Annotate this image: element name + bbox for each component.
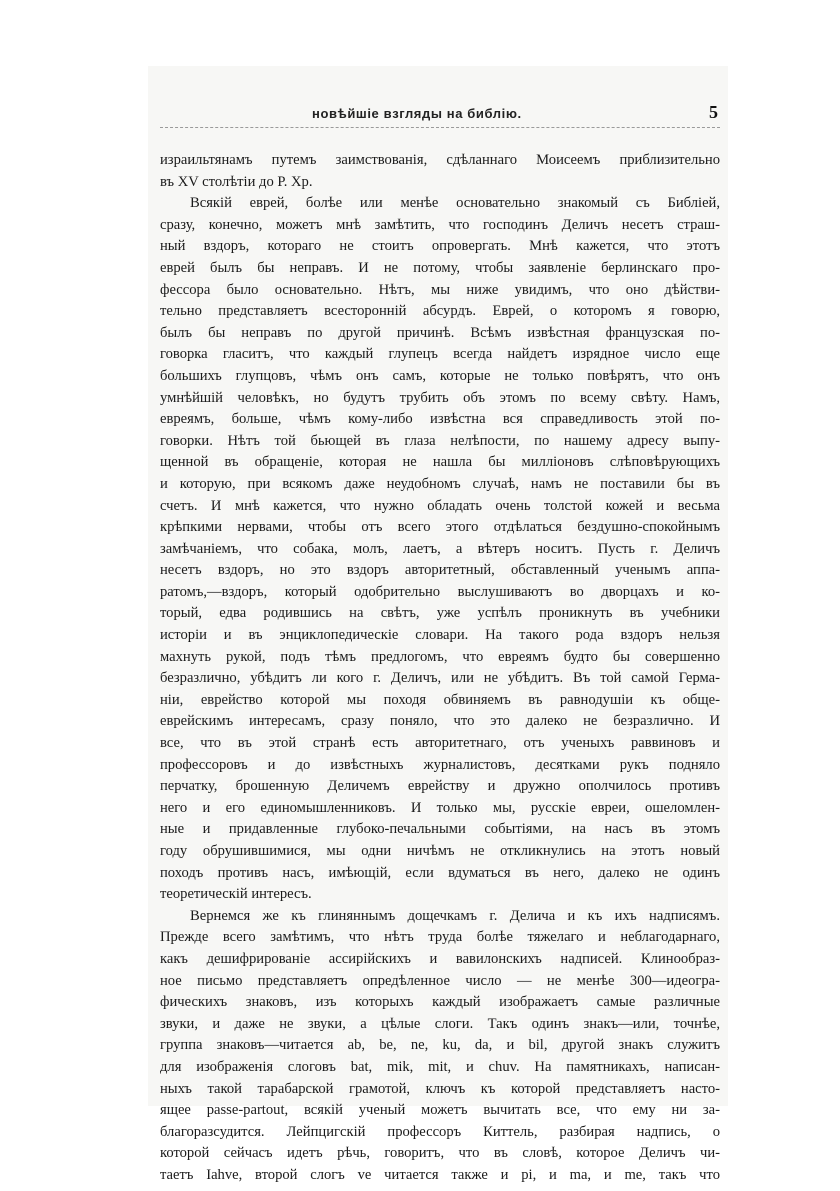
text-line: для изображенія слоговъ bat, mik, mit, и chuv. На памятникахъ, написан-	[160, 1058, 720, 1075]
text-line: еврей былъ бы неправъ. И не потому, чтобы заявленіе берлинскаго про-	[160, 259, 720, 276]
text-line: Всякій еврей, болѣе или менѣе основательно знакомый съ Библіей,	[190, 195, 720, 212]
text-line: несетъ вздоръ, но это вздоръ авторитетный, обставленный ученымъ аппа-	[160, 562, 720, 579]
text-line: крѣпкими нервами, чтобы отъ всего этого отдѣлаться бездушно-спокойнымъ	[160, 519, 720, 536]
text-line: торый, едва родившись на свѣтъ, уже успѣлъ проникнуть въ учебники	[160, 605, 720, 622]
text-line: щенной въ обращеніе, которая не нашла бы милліоновъ слѣповѣрующихъ	[160, 454, 720, 471]
text-line: евреямъ, больше, чѣмъ кому-либо извѣстна вся справедливость этой по-	[160, 411, 720, 428]
text-line: группа знаковъ—читается ab, be, ne, ku, da, и bil, другой знакъ служитъ	[160, 1037, 720, 1054]
text-line: исторіи и въ энциклопедическіе словари. На такого рода вздоръ нельзя	[160, 627, 720, 644]
text-line: счетъ. И мнѣ кажется, что нужно обладать очень толстой кожей и весьма	[160, 497, 720, 514]
text-line: сразу, конечно, можетъ мнѣ замѣтить, что господинъ Деличъ несетъ страш-	[160, 216, 720, 233]
text-line: все, что въ этой странѣ есть авторитетнаго, отъ ученыхъ раввиновъ и	[160, 735, 720, 752]
text-line: былъ бы неправъ по другой причинѣ. Всѣмъ извѣстная французская по-	[160, 324, 720, 341]
text-line: ный вздоръ, котораго не стоитъ опровергать. Мнѣ кажется, что этотъ	[160, 238, 720, 255]
text-line: тельно представляетъ всесторонній абсурдъ. Еврей, о которомъ я говорю,	[160, 303, 720, 320]
text-line: походъ противъ насъ, имѣющій, если вдуматься въ него, далеко не одинъ	[160, 864, 720, 881]
text-line: Прежде всего замѣтимъ, что нѣтъ труда болѣе тяжелаго и неблагодарнаго,	[160, 929, 720, 946]
text-line: таетъ Iahve, второй слогъ ve читается также и pi, и ma, и me, такъ что	[160, 1166, 720, 1183]
text-line: профессоровъ и до извѣстныхъ журналистовъ, десятками рукъ подняло	[160, 756, 720, 773]
text-line: благоразсудится. Лейпцигскій профессоръ Киттель, разбирая надпись, о	[160, 1123, 720, 1140]
text-line: перчатку, брошенную Деличемъ еврейству и дружно ополчилось противъ	[160, 778, 720, 795]
text-line: безразлично, убѣдитъ ли кого г. Деличъ, или не убѣдитъ. Въ той самой Герма-	[160, 670, 720, 687]
text-line: махнуть рукой, подъ тѣмъ предлогомъ, что евреямъ будто бы совершенно	[160, 648, 720, 665]
page-header	[160, 104, 720, 126]
text-line: ратомъ,—вздоръ, который одобрительно выслушиваютъ во дворцахъ и ко-	[160, 583, 720, 600]
text-line: ныхъ такой тарабарской грамотой, ключъ къ которой представляетъ насто-	[160, 1080, 720, 1097]
text-line: звуки, и даже не звуки, а цѣлые слоги. Такъ одинъ знакъ—или, точнѣе,	[160, 1015, 720, 1032]
text-line: году обрушившимися, мы одни ничѣмъ не откликнулись на этотъ новый	[160, 843, 720, 859]
text-line: фическихъ знаковъ, изъ которыхъ каждый изображаетъ самые различные	[160, 994, 720, 1011]
header-rule	[160, 127, 720, 128]
text-line: еврейскимъ интересамъ, сразу поняло, что это далеко не безразлично. И	[160, 713, 720, 730]
body-text	[160, 150, 720, 1187]
text-line: ное письмо представляетъ опредѣленное число — не менѣе 300—идеогра-	[160, 972, 720, 989]
text-line: большихъ глупцовъ, чѣмъ онъ самъ, которые не только повѣрятъ, что онъ	[160, 367, 720, 384]
text-line: умнѣйшій человѣкъ, но будутъ трубить объ этомъ по всему свѣту. Намъ,	[160, 389, 720, 406]
text-line: въ XV столѣтіи до Р. Хр.	[160, 173, 313, 190]
text-line: которой сейчасъ идетъ рѣчь, говоритъ, что въ словѣ, которое Деличъ чи-	[160, 1145, 720, 1162]
text-line: ные и придавленные глубоко-печальными событіями, на насъ въ этомъ	[160, 821, 720, 838]
text-line: говорка гласитъ, что каждый глупецъ всегда найдетъ изрядное число еще	[160, 346, 720, 363]
text-line: и которую, при всякомъ даже неудобномъ случаѣ, намъ не поставили бы въ	[160, 475, 720, 492]
text-line: него и его единомышленниковъ. И только мы, русскіе евреи, ошеломлен-	[160, 799, 720, 816]
text-line: ніи, еврейство которой мы походя обвиняемъ въ равнодушіи къ обще-	[160, 691, 720, 708]
text-line: теоретическій интересъ.	[160, 886, 312, 903]
text-line: говорки. Нѣтъ той бьющей въ глаза нелѣпости, по нашему адресу выпу-	[160, 432, 720, 449]
text-line: какъ дешифрированіе ассирійскихъ и вавилонскихъ надписей. Клинообраз-	[160, 950, 720, 967]
text-line: фессора было основательно. Нѣтъ, мы ниже увидимъ, что оно дѣйстви-	[160, 281, 720, 298]
text-line: Вернемся же къ глиняннымъ дощечкамъ г. Делича и къ ихъ надписямъ.	[190, 907, 720, 924]
page-number: 5	[709, 102, 718, 122]
text-line: израильтянамъ путемъ заимствованія, сдѣланнаго Моисеемъ приблизительно	[160, 152, 720, 168]
text-line: ящее passe-partout, всякій ученый можетъ вычитать все, что ему ни за-	[160, 1102, 720, 1119]
running-title: новѣйшіе взгляды на библію.	[312, 106, 522, 121]
text-line: замѣчаніемъ, что собака, молъ, лаетъ, а вѣтеръ носитъ. Пусть г. Деличъ	[160, 540, 720, 557]
